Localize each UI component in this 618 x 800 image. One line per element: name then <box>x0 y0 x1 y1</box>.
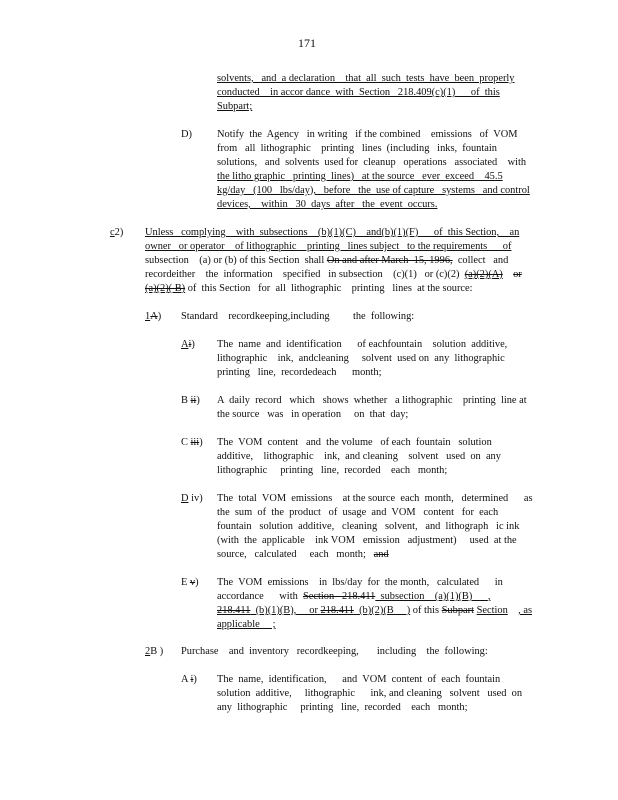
text-span: ii <box>190 395 197 406</box>
text-span: The name, identification, and VOM content of each fountain <box>217 674 501 685</box>
text-line <box>181 394 200 408</box>
text-span: A <box>181 674 191 685</box>
text-line <box>181 128 192 142</box>
text-line <box>217 520 519 534</box>
text-span: i <box>190 674 194 685</box>
text-span: (with the applicable ink VOM emission adjustment) used at the <box>217 535 517 546</box>
text-span: collect and <box>452 255 509 266</box>
text-line <box>145 254 508 268</box>
text-span: and <box>373 549 389 560</box>
text-span: B ) <box>150 646 164 657</box>
text-line <box>217 170 503 184</box>
text-span: Purchase and inventory recordkeeping, including the following: <box>181 646 488 657</box>
text-span: (b)(2)(B ) <box>353 605 411 616</box>
text-span: c <box>110 227 115 238</box>
text-span: owner or operator of lithographic printing lines subject to the requirements of <box>145 241 512 252</box>
text-span: C <box>181 437 191 448</box>
text-line <box>181 436 203 450</box>
text-span: ) <box>196 395 200 406</box>
text-span: from all lithographic printing lines (including inks, fountain <box>217 143 497 154</box>
text-span: , as <box>518 605 533 616</box>
text-span: Notify the Agency in writing if the combined emissions of VOM <box>217 129 518 140</box>
text-line <box>217 492 533 506</box>
text-line <box>181 492 203 506</box>
text-line <box>181 673 197 687</box>
text-line <box>217 576 503 590</box>
text-span: Subpart <box>441 605 474 616</box>
text-span: iii <box>190 437 200 448</box>
text-line <box>217 72 515 86</box>
page-number: 171 <box>298 36 316 50</box>
text-span: Standard recordkeeping,including the following: <box>181 311 415 322</box>
text-span: conducted in accor dance with Section 218.409(c)(1) of this <box>217 87 500 98</box>
text-span: of this Section for all lithographic printing lines at the source: <box>185 283 473 294</box>
text-line <box>217 352 505 366</box>
text-line <box>217 506 498 520</box>
text-span: The total VOM emissions at the source each month, determined as <box>217 493 533 504</box>
text-span: , <box>487 591 491 602</box>
text-span: lithographic printing line, recorded each month; <box>217 465 448 476</box>
text-span: fountain solution additive, cleaning solvent, and lithograph ic ink <box>217 521 520 532</box>
text-span: solvents, and a declaration that all such tests have been properly <box>217 73 515 84</box>
text-line <box>217 156 526 170</box>
text-line <box>145 282 473 296</box>
text-line <box>217 142 497 156</box>
text-span: Section <box>476 605 508 616</box>
text-span: ) <box>193 674 197 685</box>
text-line <box>181 645 488 659</box>
text-span: (a)(2)(A) <box>464 269 503 280</box>
text-span: applicable ; <box>217 619 276 630</box>
text-span: A daily record which shows whether a lithographic printing line at <box>217 395 527 406</box>
text-span: lithographic ink, andcleaning solvent used on any lithographic <box>217 353 505 364</box>
text-span: or <box>513 269 522 280</box>
text-line <box>217 184 530 198</box>
text-line <box>217 534 517 548</box>
text-line <box>145 645 163 659</box>
text-span: 2 <box>145 646 151 657</box>
text-span: solution additive, lithographic ink, and cleaning solvent used on <box>217 688 523 699</box>
text-span: D <box>181 493 189 504</box>
text-span: ) <box>157 311 162 322</box>
text-line <box>217 604 532 618</box>
text-line <box>217 701 467 715</box>
text-span: v <box>189 577 196 588</box>
text-span: the source was in operation on that day; <box>217 409 409 420</box>
text-line <box>217 394 527 408</box>
text-span: accordance with <box>217 591 303 602</box>
text-span: of this <box>410 605 442 616</box>
text-line <box>217 408 408 422</box>
text-line <box>217 366 381 380</box>
text-line <box>217 618 276 632</box>
text-span: i <box>188 339 192 350</box>
text-line <box>181 576 199 590</box>
text-span: additive, lithographic ink, and cleaning solvent used on any <box>217 451 501 462</box>
text-span <box>503 269 513 280</box>
text-span: The VOM content and the volume of each fountain solution <box>217 437 492 448</box>
text-span: Section 218.411 <box>302 591 376 602</box>
text-line <box>217 86 500 100</box>
text-line <box>181 338 195 352</box>
text-span: subsection (a)(1)(B) <box>375 591 488 602</box>
text-line <box>217 128 518 142</box>
text-span: ) <box>199 437 203 448</box>
text-span: The name and identification of eachfountain solution additive, <box>217 339 508 350</box>
text-span: (a)(2)( B) <box>145 283 186 294</box>
text-span: E <box>181 577 190 588</box>
text-line <box>217 198 437 212</box>
text-line <box>145 240 511 254</box>
text-line <box>217 100 252 114</box>
text-span: subsection (a) or (b) of this Section shall <box>145 255 327 266</box>
text-span: A <box>150 311 158 322</box>
text-line <box>145 226 519 240</box>
text-span: 218.411 <box>217 605 251 616</box>
text-span: the litho graphic printing lines) at the source ever exceed 45.5 <box>217 171 503 182</box>
text-line <box>217 673 500 687</box>
text-line <box>145 268 522 282</box>
text-span: 218.411 <box>320 605 354 616</box>
text-span: Subpart; <box>217 101 253 112</box>
text-span: recordeither the information specified in subsection (c)(1) or (c)(2) <box>145 269 465 280</box>
text-line <box>110 226 123 240</box>
text-span: (b)(1)(B), or <box>250 605 321 616</box>
text-line <box>181 310 414 324</box>
text-span: B <box>181 395 191 406</box>
text-span: kg/day (100 lbs/day), before the use of capture systems and control <box>217 185 530 196</box>
text-line <box>217 338 507 352</box>
text-line <box>217 687 522 701</box>
text-span: ) <box>191 339 195 350</box>
text-line <box>145 310 161 324</box>
text-line <box>217 436 492 450</box>
text-span: the sum of the product of usage and VOM content for each <box>217 507 499 518</box>
text-span: devices, within 30 days after the event occurs. <box>217 199 438 210</box>
text-span: printing line, recordedeach month; <box>217 367 382 378</box>
text-line <box>217 548 389 562</box>
text-span: iv) <box>188 493 203 504</box>
text-span: On and after March 15, 1996, <box>326 255 453 266</box>
text-line <box>217 450 501 464</box>
text-span: any lithographic printing line, recorded each month; <box>217 702 468 713</box>
text-span: solutions, and solvents used for cleanup operations associated with <box>217 157 527 168</box>
text-line <box>217 590 490 604</box>
text-span: The VOM emissions in lbs/day for the month, calculated in <box>217 577 503 588</box>
text-span: 1 <box>145 311 151 322</box>
text-span <box>508 605 518 616</box>
text-span: D) <box>181 129 192 140</box>
text-span: source, calculated each month; <box>217 549 374 560</box>
text-span: 2) <box>114 227 124 238</box>
text-span: A <box>181 339 189 350</box>
text-span: Unless complying with subsections (b)(1)(C) and(b)(1)(F) of this Section, an <box>145 227 520 238</box>
text-span: ) <box>195 577 199 588</box>
text-line <box>217 464 447 478</box>
